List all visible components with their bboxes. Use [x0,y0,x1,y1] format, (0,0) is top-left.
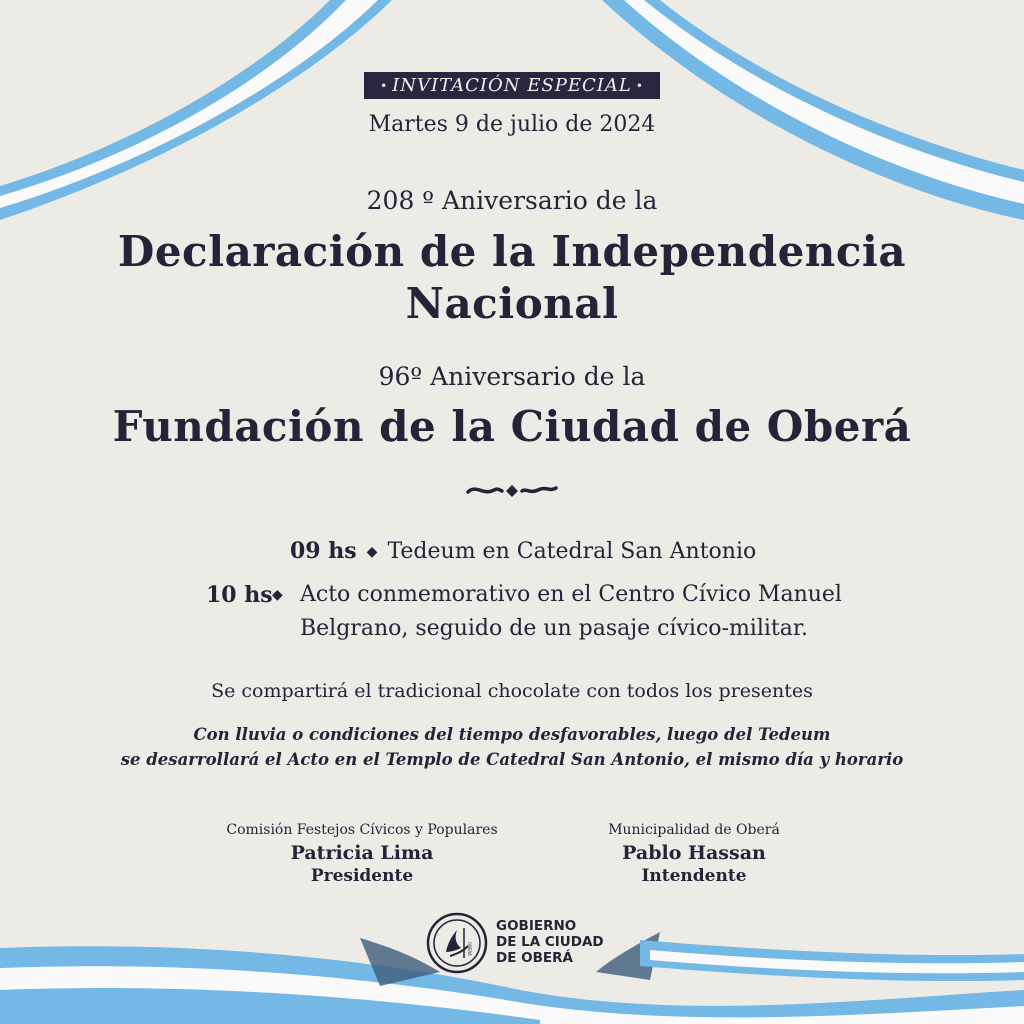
invitation-badge [364,72,660,99]
anniversary-subtitle-2: 96º Aniversario de la [378,362,646,391]
anniversary-title-2: Fundación de la Ciudad de Oberá [112,402,912,451]
logo-line-2: DE LA CIUDAD [496,934,604,950]
anniversary-subtitle-1: 208 º Aniversario de la [366,186,658,215]
logo-line-3: DE OBERÁ [496,950,573,966]
city-seal-icon [426,912,488,974]
bullet-icon: ◆ [366,544,378,560]
logo-line-1: GOBIERNO [496,918,577,934]
schedule-description-line-1: Acto conmemorativo en el Centro Cívico Manuel [300,582,842,607]
ornament-icon [464,478,560,502]
seal-text: OBERÁ [467,942,472,956]
rain-note-line-2: se desarrollará el Acto en el Templo de Catedral San Antonio, el mismo día y horario [120,750,904,769]
event-date: Martes 9 de julio de 2024 [368,112,656,137]
chocolate-note: Se compartirá el tradicional chocolate con todos los presentes [211,680,813,702]
signature-block-municipality [524,822,864,886]
bullet-icon: ◆ [272,587,283,603]
schedule-item [290,534,756,569]
dot-icon: • [635,79,644,93]
title-1-line-1: Declaración de la Independencia [117,227,907,276]
signature-role: Intendente [641,866,747,886]
ornament-divider [0,478,1024,506]
schedule-description-line-2: Belgrano, seguido de un pasaje cívico-militar. [300,616,808,641]
title-1-line-2: Nacional [405,279,619,328]
schedule-time: 10 hs [206,582,273,608]
rain-note-line-1: Con lluvia o condiciones del tiempo desfavorables, luego del Tedeum [193,725,831,744]
signature-role: Presidente [310,866,414,886]
badge-label: INVITACIÓN ESPECIAL [392,75,632,96]
signature-organization: Comisión Festejos Cívicos y Populares [226,822,498,838]
signature-organization: Municipalidad de Oberá [608,822,780,838]
anniversary-title-1 [0,226,1024,330]
logo-wordmark [496,918,636,966]
schedule-time: 09 hs [290,538,357,564]
rain-note [0,722,1024,772]
signature-name: Pablo Hassan [622,842,766,864]
signature-block-commission [192,822,532,886]
government-logo [426,912,626,974]
schedule-description [300,578,880,646]
dot-icon: • [380,79,389,93]
schedule-description: Tedeum en Catedral San Antonio [387,539,757,564]
signature-name: Patricia Lima [290,842,434,864]
invitation-badge-wrap [0,72,1024,99]
